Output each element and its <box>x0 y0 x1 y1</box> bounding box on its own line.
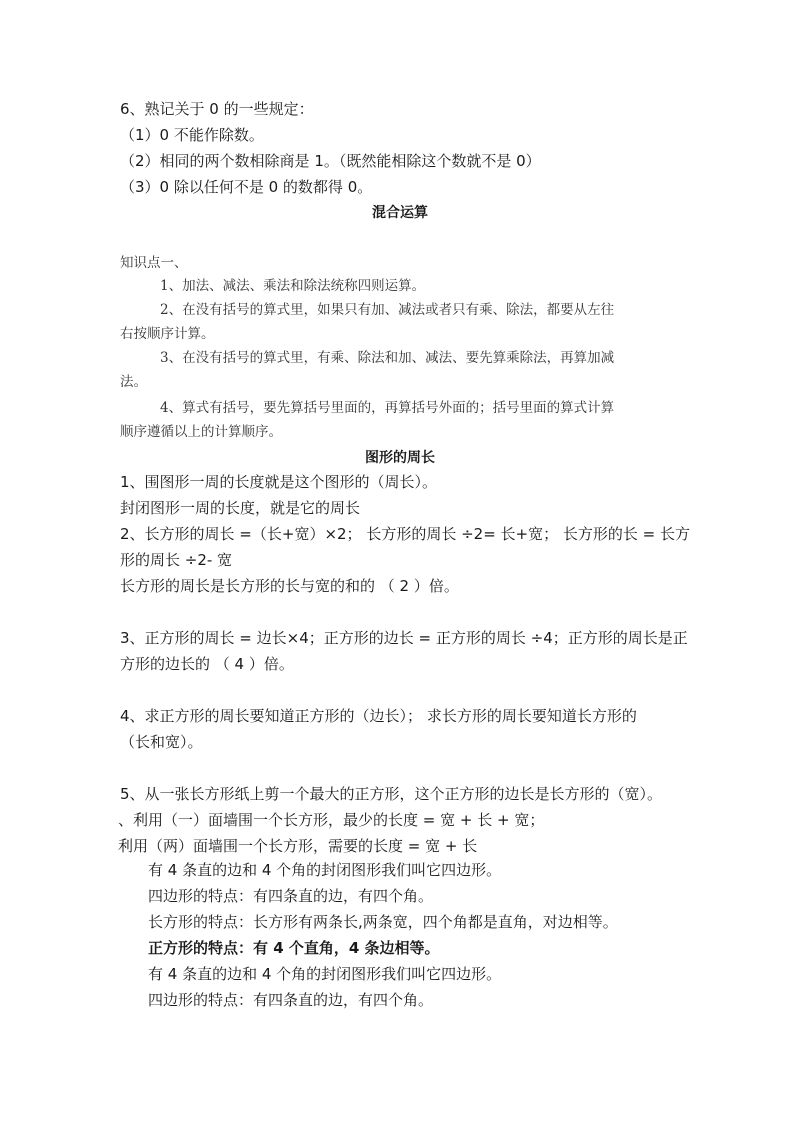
shape-fact-line: 有 4 条直的边和 4 个角的封闭图形我们叫它四边形。 <box>148 861 502 879</box>
mixed-point-3-cont: 法。 <box>120 374 147 390</box>
knowledge-point-label: 知识点一、 <box>120 255 188 271</box>
perimeter-line: 4、求正方形的周长要知道正方形的（边长）； 求长方形的周长要知道长方形的 <box>120 707 637 725</box>
zero-rule-item: （2）相同的两个数相除商是 1。（既然能相除这个数就不是 0） <box>120 152 541 170</box>
perimeter-line: 形的周长 ÷2- 宽 <box>120 551 233 569</box>
square-fact-line: 正方形的特点：有 4 个直角，4 条边相等。 <box>148 939 440 957</box>
zero-rule-item: （3）0 除以任何不是 0 的数都得 0。 <box>120 178 373 196</box>
zero-rule-item: （1）0 不能作除数。 <box>120 126 264 144</box>
perimeter-heading: 图形的周长 <box>365 450 435 466</box>
mixed-point-4-cont: 顺序遵循以上的计算顺序。 <box>120 424 282 440</box>
perimeter-line: 5、从一张长方形纸上剪一个最大的正方形，这个正方形的边长是长方形的（宽）。 <box>120 785 663 803</box>
perimeter-line: 封闭图形一周的长度，就是它的周长 <box>120 499 361 517</box>
perimeter-line: 利用（两）面墙围一个长方形，需要的长度 = 宽 + 长 <box>118 837 478 855</box>
perimeter-line: 3、正方形的周长 = 边长×4；正方形的边长 = 正方形的周长 ÷4；正方形的周长是正 <box>120 629 688 647</box>
mixed-point-2-cont: 右按顺序计算。 <box>120 326 215 342</box>
perimeter-line: （长和宽）。 <box>120 733 203 751</box>
mixed-point-1: 1、加法、减法、乘法和除法统称四则运算。 <box>160 278 426 294</box>
shape-fact-line: 四边形的特点：有四条直的边，有四个角。 <box>148 887 434 905</box>
zero-rules-title: 6、熟记关于 0 的一些规定： <box>120 100 314 118</box>
shape-fact-line: 四边形的特点：有四条直的边，有四个角。 <box>148 991 434 1009</box>
mixed-point-2: 2、在没有括号的算式里，如果只有加、减法或者只有乘、除法，都要从左往 <box>160 302 615 318</box>
shape-fact-line: 长方形的特点：长方形有两条长,两条宽，四个角都是直角，对边相等。 <box>148 913 618 931</box>
perimeter-line: 、利用（一）面墙围一个长方形，最少的长度 = 宽 + 长 + 宽； <box>118 811 545 829</box>
mixed-point-4: 4、算式有括号，要先算括号里面的，再算括号外面的；括号里面的算式计算 <box>160 400 615 416</box>
perimeter-line: 1、围图形一周的长度就是这个图形的（周长）。 <box>120 473 438 491</box>
perimeter-line: 2、长方形的周长 =（长+宽）×2； 长方形的周长 ÷2= 长+宽； 长方形的长 = 长方 <box>120 525 690 543</box>
shape-fact-line: 有 4 条直的边和 4 个角的封闭图形我们叫它四边形。 <box>148 965 502 983</box>
perimeter-line: 方形的边长的 （ 4 ）倍。 <box>120 655 294 673</box>
mixed-ops-heading: 混合运算 <box>372 205 428 221</box>
mixed-point-3: 3、在没有括号的算式里，有乘、除法和加、减法、要先算乘除法，再算加减 <box>160 350 615 366</box>
perimeter-line: 长方形的周长是长方形的长与宽的和的 （ 2 ）倍。 <box>120 577 459 595</box>
